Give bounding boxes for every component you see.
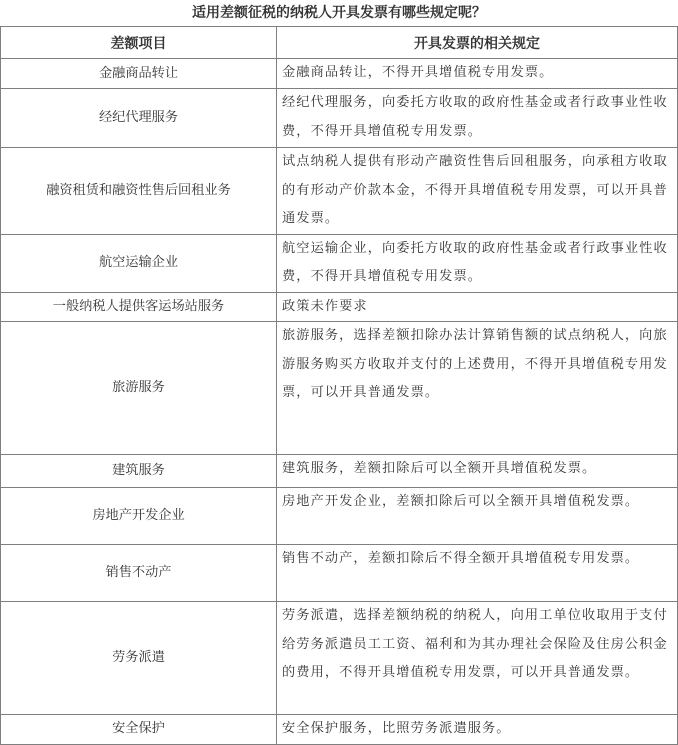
item-cell: 房地产开发企业: [1, 488, 277, 545]
table-row: [1, 545, 678, 602]
rule-cell: 经纪代理服务，向委托方收取的政府性基金或者行政事业性收费，不得开具增值税专用发票。: [277, 89, 678, 148]
table-row: [1, 292, 678, 322]
regulation-table: [0, 26, 678, 745]
rule-cell: 试点纳税人提供有形动产融资性售后回租服务，向承租方收取的有形动产价款本金，不得开具增值税专用发票，可以开具普通发票。: [277, 148, 678, 235]
table-row: [1, 715, 678, 745]
table-row: [1, 89, 678, 148]
item-cell: 航空运输企业: [1, 234, 277, 292]
item-cell: 旅游服务: [1, 322, 277, 455]
table-row: [1, 455, 678, 488]
table-row: [1, 234, 678, 292]
table-row: [1, 602, 678, 715]
rule-cell: 建筑服务，差额扣除后可以全额开具增值税发票。: [277, 455, 678, 488]
rule-cell: 房地产开发企业，差额扣除后可以全额开具增值税发票。: [277, 488, 678, 545]
table-row: [1, 59, 678, 89]
item-cell: 劳务派遣: [1, 602, 277, 715]
rule-cell: 销售不动产，差额扣除后不得全额开具增值税专用发票。: [277, 545, 678, 602]
rule-cell: 金融商品转让，不得开具增值税专用发票。: [277, 59, 678, 89]
column-header-item: 差额项目: [1, 27, 277, 59]
item-cell: 建筑服务: [1, 455, 277, 488]
rule-cell: 劳务派遣，选择差额纳税的纳税人，向用工单位收取用于支付给劳务派遣员工工资、福利和为其办理社会保险及住房公积金的费用，不得开具增值税专用发票，可以开具普通发票。: [277, 602, 678, 715]
table-header-row: [1, 27, 678, 59]
rule-cell: 安全保护服务，比照劳务派遣服务。: [277, 715, 678, 745]
item-cell: 安全保护: [1, 715, 277, 745]
item-cell: 销售不动产: [1, 545, 277, 602]
item-cell: 融资租赁和融资性售后回租业务: [1, 148, 277, 235]
rule-cell: 航空运输企业，向委托方收取的政府性基金或者行政事业性收费，不得开具增值税专用发票。: [277, 234, 678, 292]
item-cell: 经纪代理服务: [1, 89, 277, 148]
table-row: [1, 148, 678, 235]
column-header-rule: 开具发票的相关规定: [277, 27, 678, 59]
rule-cell: 旅游服务，选择差额扣除办法计算销售额的试点纳税人，向旅游服务购买方收取并支付的上述费用，不得开具增值税专用发票，可以开具普通发票。: [277, 322, 678, 455]
item-cell: 金融商品转让: [1, 59, 277, 89]
item-cell: 一般纳税人提供客运场站服务: [1, 292, 277, 322]
table-row: [1, 322, 678, 455]
table-row: [1, 488, 678, 545]
page-title: 适用差额征税的纳税人开具发票有哪些规定呢？: [192, 5, 486, 21]
rule-cell: 政策未作要求: [277, 292, 678, 322]
